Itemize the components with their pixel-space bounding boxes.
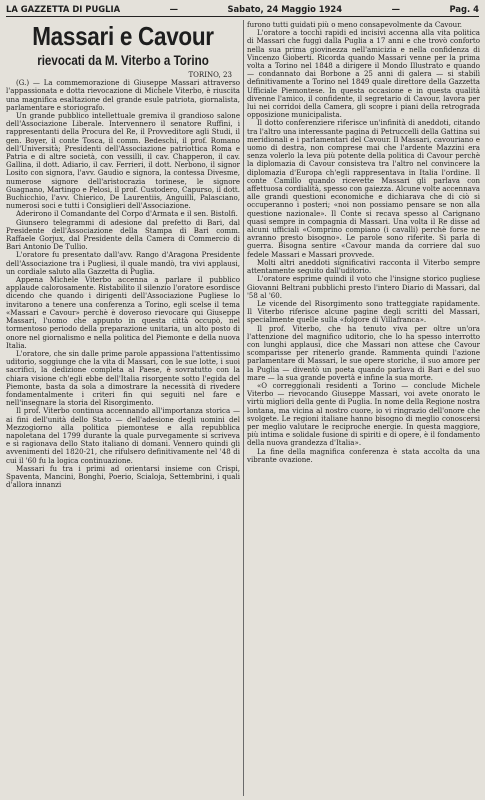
newspaper-masthead: [6, 2, 479, 17]
article-paragraph: Il prof. Viterbo, che ha tenuto viva per oltre un'ora l'attenzione del magnifico uditorio, che lo ha spesso interrotto con lunghi applausi, dice che Massari non attese che Cavour scomparisse per ritenerlo grande. Rammenta quindi l'azione parlamentare di Massari, le sue opere storiche, il suo amore per la Puglia — diventò un poeta quando parlava di Bari e del suo mare — la sua grande povertà e infine la sua morte.: [247, 323, 480, 382]
article-paragraph: Il prof. Viterbo continua accennando all'importanza storica — ai fini dell'unità dello Stato — dell'adesione degli uomini del Mezzogiorno alla politica piemontese e alla repubblica napoletana del 1799 durante la quale purvegamente si scriveva e si ragionava dello Stato italiano di domani. Vennero quindi gli avvenimenti del 1820-21, che rifulsero definitivamente nel '48 di cui il '60 fu la logica continuazione.: [6, 406, 240, 465]
article-paragraph: Aderirono il Comandante del Corpo d'Armata e il sen. Bistolfi.: [16, 209, 238, 219]
article-paragraph: Giunsero telegrammi di adesione dal prefetto di Bari, dal Presidente dell'Associazione della Stampa di Bari comm. Raffaele Gorjux, dal Presidente della Camera di Commercio di Bari Antonio De Tullio.: [6, 217, 240, 252]
article-column-left: [6, 21, 240, 796]
article-paragraph: «O correggionali residenti a Torino — conclude Michele Viterbo — rievocando Giuseppe Massari, voi avete onorato le virtù migliori della gente di Puglia. In nome della Regione nostra lontana, ma vicina al nostro cuore, io vi ringrazio dell'onore che svolgete. Le regioni italiane hanno bisogno di meglio conoscersi per meglio valutare le reciproche energie. In questa maggiore, più intima e solidale fusione di spiriti e di opere, è il fondamento della nuova grandezza d'Italia».: [247, 380, 480, 448]
masthead-separator: —: [391, 4, 400, 14]
article-paragraph: L'oratore, che sin dalle prime parole appassiona l'attentissimo uditorio, soggiunge che la vita di Massari, con le sue lotte, i suoi sacrifici, la dedizione completa al Paese, è sovratutto con la chiara visione ch'egli ebbe dell'Italia risorgente sotto l'egida del Piemonte, basta da sola a dimostrare la necessità di rivedere fondamentalmente i criteri fin qui seguiti nel fare e nell'insegnare la storia del Risorgimento.: [6, 348, 240, 408]
article-paragraph: Appena Michele Viterbo accenna a parlare il pubblico applaude calorosamente. Ristabilito il silenzio l'oratore esordisce dicendo che quando i dirigenti dell'Associazione Pugliese lo invitarono a tenere una conferenza a Torino, egli scelse il tema «Massari e Cavour» perchè è doveroso rievocare qui Giuseppe Massari, l'uomo che appunto in questa città occupò, nel tormentoso periodo della preparazione unitaria, un alto posto di onore nel giornalismo e nella politica del Piemonte e della nuova Italia.: [6, 275, 240, 350]
column-divider: [243, 20, 244, 796]
dateline: TORINO, 23: [188, 70, 232, 79]
article-paragraph: furono tutti guidati più o meno consapevolmente da Cavour.: [247, 21, 463, 29]
article-paragraph: Un grande pubblico intellettuale gremiva il grandioso salone dell'Associazione Liberale. Intervennero il senatore Ruffini, i rappresentanti della Procura del Re, il Provveditore agli Studi, il gen. Boyer, il conte Tosca, il comm. Bedeschi, il prof. Romano dell'Università; Presidenti dell'Associazione patriottica Roma e Patria e di altre società, con vessilli, il cav. Chapperon, il cav. Gallina, il dott. Adiario, il cav. Ferrieri, il dott. Nerbono, il signor Losito con signora, l'avv. Gaudio e signora, la contessa Divesme, numerose signore dell'aristocrazia torinese, le signore Guagnano, Martingo e Pelosi, il prof. Custodero, Capurso, il dott. Buchicchio, l'avv. Chierico, De Laurentiis, Anguilli, Palasciano, numerosi soci e tutti i Consiglieri dell'Associazione.: [6, 111, 240, 211]
article-paragraph: L'oratore a tocchi rapidi ed incisivi accenna alla vita politica di Massari che fuggì dalla Puglia a 17 anni e che trovò conforto nella sua prima giovinezza nell'amicizia e nella confidenza di Vincenzo Gioberti. Ricorda quando Massari venne per la prima volta a Torino nel 1848 a dirigere il Mondo Illustrato e quando — condannato dai Borbone a 25 anni di galera — si stabilì definitivamente a Torino nel 1849 quale direttore della Gazzetta Ufficiale Piemontese. In questa occasione e in questa qualità divenne l'amico, il confidente, il segretario di Cavour, lavora per lui nei corridoi della Camera, gli scopre i piani della retrograda opposizione municipalista.: [247, 28, 480, 120]
article-paragraph: Molti altri aneddoti significativi racconta il Viterbo sempre attentamente seguito dall'uditorio.: [247, 257, 480, 276]
article-paragraph: (G.) — La commemorazione di Giuseppe Massari attraverso l'appassionata e dotta rievocazione di Michele Viterbo, è riuscita una magnifica esaltazione del grande esule patriota, giornalista, parlamentare e storiografo.: [6, 78, 240, 112]
article-paragraph: Il dotto conferenziere riferisce un'infinità di aneddoti, citando tra l'altro una interessante pagina di Petruccelli della Gattina sui meridionali e i parlamentari del Cavour. Il Massari, cavouriano e uomo di destra, non comprese mai che l'ardente Mazzini era senza volerlo la leva più potente della politica di Cavour perchè la diplomazia di Cavour consisteva tra l'altro nel convincere la diplomazia d'Europa ch'egli rappresentava in Italia l'ordine. Il conte Camillo quando ricevette Massari gli parlava con affettuosa cordialità, spesso con gaiezza. Alcune volte accennava alle grandi questioni economiche e dichiarava che di ciò si occuperanno i posteri; «noi non possiamo pensare se non alla questione nazionale». Il Conte si recava spesso al Carignano quasi sempre in compagnia di Massari. Una volta il Re disse ad alcuni ufficiali «Comprino compiano (i cavalli) perchè forse ne avranno presto bisogno». Le parole sono riferite. Si parla di guerra. Bisogna sentire «Cavour manda da corriere dal suo fedele Massari e Massari provvede.: [247, 118, 480, 259]
page-number: Pag. 4: [449, 4, 479, 14]
issue-date: Sabato, 24 Maggio 1924: [227, 4, 343, 14]
article-column-right: [247, 21, 480, 796]
newspaper-name: LA GAZZETTA DI PUGLIA: [6, 4, 121, 14]
article-subheadline: rievocati da M. Viterbo a Torino: [37, 53, 209, 69]
article-paragraph: Le vicende del Risorgimento sono tratteggiate rapidamente. Il Viterbo riferisce alcune pagine degli scritti del Massari, specialmente quelle sulla «folgore di Villafranca».: [247, 298, 480, 325]
masthead-separator: —: [169, 4, 178, 14]
article-paragraph: Massari fu tra i primi ad orientarsi insieme con Crispi, Spaventa, Mancini, Bonghi, Poerio, Scialoja, Settembrini, i quali d'allora innanzi: [6, 463, 240, 490]
article-paragraph: L'oratore esprime quindi il voto che l'insigne storico pugliese Giovanni Beltrani pubblichi presto l'intero Diario di Massari, dal '58 al '60.: [247, 274, 480, 300]
article-paragraph: La fine della magnifica conferenza è stata accolta da una vibrante ovazione.: [247, 446, 480, 464]
article-paragraph: L'oratore fu presentato dall'avv. Rango d'Aragona Presidente dell'Associazione tra i Pugliesi, il quale mandò, tra vivi applausi, un cordiale saluto alla Gazzetta di Puglia.: [6, 250, 240, 276]
article-headline: Massari e Cavour: [32, 21, 214, 51]
